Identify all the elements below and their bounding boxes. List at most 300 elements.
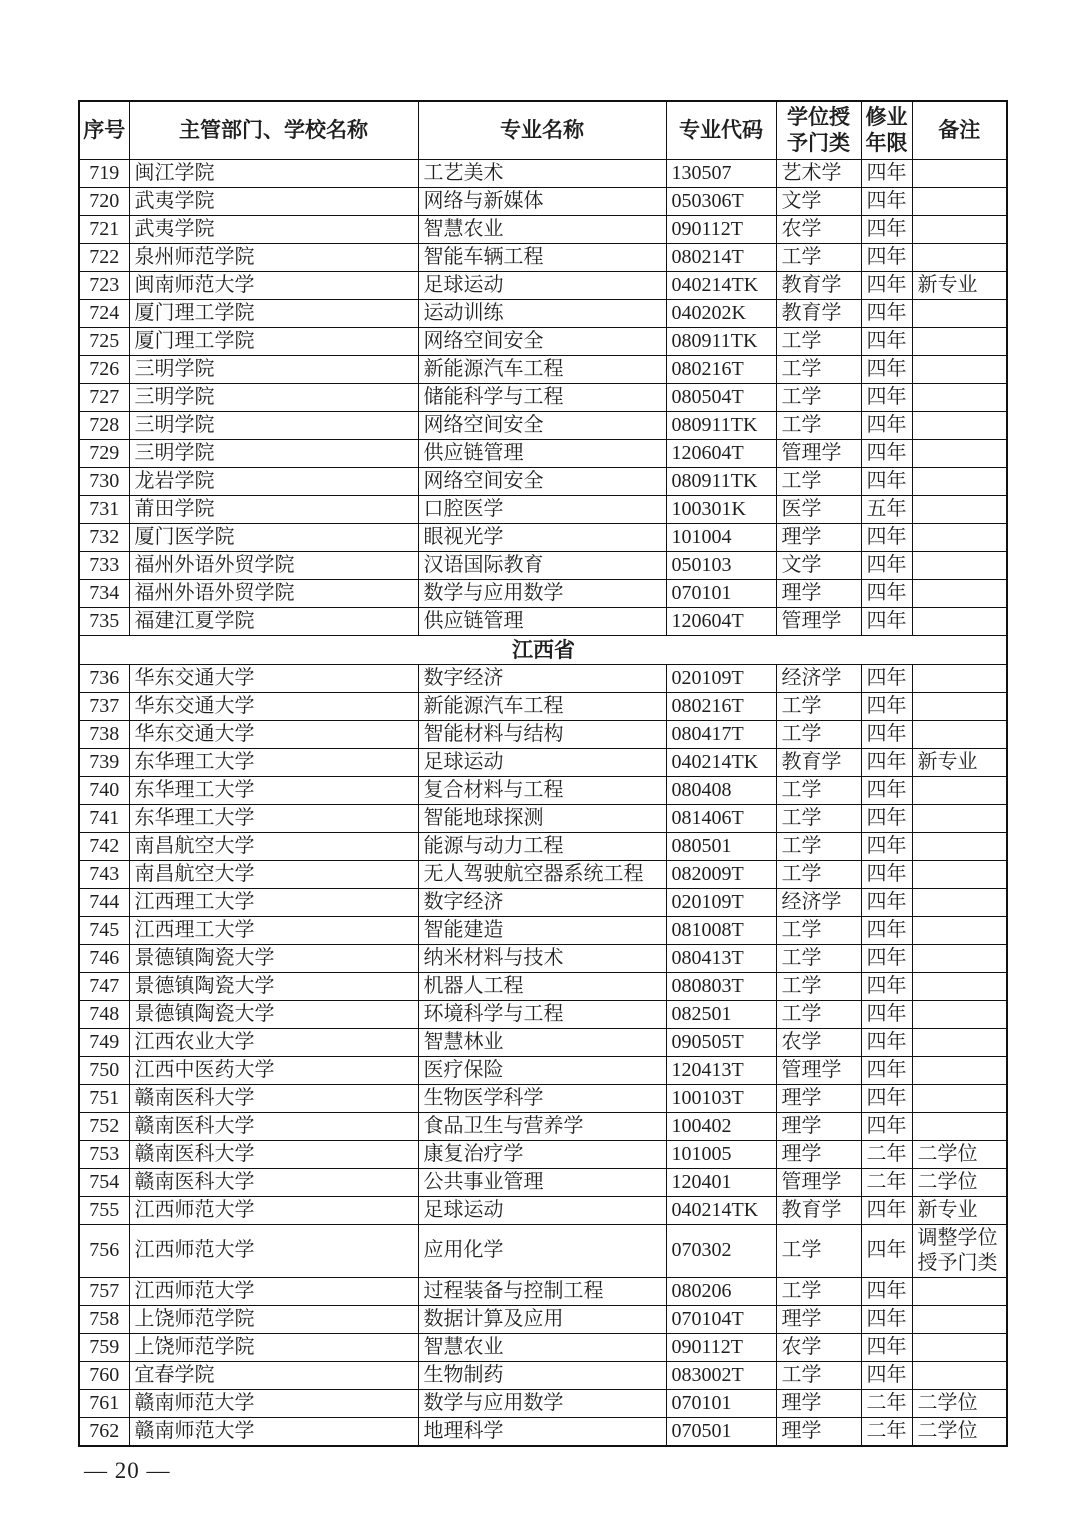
major-code: 090112T <box>666 215 776 243</box>
table-row <box>79 888 1007 916</box>
school-name: 三明学院 <box>129 411 418 439</box>
study-years: 四年 <box>861 411 912 439</box>
degree-category: 管理学 <box>776 1056 861 1084</box>
row-number: 754 <box>79 1168 129 1196</box>
major-name: 能源与动力工程 <box>418 832 666 860</box>
major-code: 050306T <box>666 187 776 215</box>
remark <box>912 495 1007 523</box>
degree-category: 工学 <box>776 860 861 888</box>
remark: 二学位 <box>912 1168 1007 1196</box>
major-name: 过程装备与控制工程 <box>418 1277 666 1305</box>
study-years: 四年 <box>861 1224 912 1277</box>
major-code: 020109T <box>666 664 776 692</box>
table-row <box>79 1084 1007 1112</box>
major-code: 130507 <box>666 159 776 187</box>
remark <box>912 355 1007 383</box>
study-years: 四年 <box>861 804 912 832</box>
school-name: 东华理工大学 <box>129 776 418 804</box>
table-row <box>79 1056 1007 1084</box>
major-name: 智慧农业 <box>418 1333 666 1361</box>
remark <box>912 1361 1007 1389</box>
col-header-remark: 备注 <box>912 101 1007 159</box>
major-name: 口腔医学 <box>418 495 666 523</box>
table-row <box>79 411 1007 439</box>
table-row <box>79 804 1007 832</box>
major-name: 公共事业管理 <box>418 1168 666 1196</box>
major-code: 070302 <box>666 1224 776 1277</box>
school-name: 泉州师范学院 <box>129 243 418 271</box>
major-code: 080501 <box>666 832 776 860</box>
major-name: 机器人工程 <box>418 972 666 1000</box>
degree-category: 工学 <box>776 804 861 832</box>
remark: 二学位 <box>912 1140 1007 1168</box>
major-code: 100301K <box>666 495 776 523</box>
table-row <box>79 523 1007 551</box>
degree-category: 理学 <box>776 1140 861 1168</box>
major-name: 足球运动 <box>418 271 666 299</box>
row-number: 752 <box>79 1112 129 1140</box>
table-row <box>79 1168 1007 1196</box>
degree-category: 工学 <box>776 1361 861 1389</box>
table-row <box>79 1305 1007 1333</box>
col-header-years: 修业年限 <box>861 101 912 159</box>
major-code: 080504T <box>666 383 776 411</box>
remark <box>912 523 1007 551</box>
major-code: 120413T <box>666 1056 776 1084</box>
remark <box>912 692 1007 720</box>
major-name: 运动训练 <box>418 299 666 327</box>
major-code: 040214TK <box>666 1196 776 1224</box>
degree-category: 理学 <box>776 1417 861 1446</box>
major-code: 081406T <box>666 804 776 832</box>
study-years: 四年 <box>861 383 912 411</box>
row-number: 758 <box>79 1305 129 1333</box>
study-years: 四年 <box>861 299 912 327</box>
degree-category: 工学 <box>776 467 861 495</box>
table-row <box>79 1000 1007 1028</box>
table-row <box>79 1333 1007 1361</box>
school-name: 赣南医科大学 <box>129 1112 418 1140</box>
degree-category: 工学 <box>776 972 861 1000</box>
degree-category: 工学 <box>776 1224 861 1277</box>
remark <box>912 1084 1007 1112</box>
study-years: 四年 <box>861 607 912 635</box>
row-number: 753 <box>79 1140 129 1168</box>
major-code: 040214TK <box>666 748 776 776</box>
col-header-code: 专业代码 <box>666 101 776 159</box>
major-name: 数学与应用数学 <box>418 579 666 607</box>
row-number: 757 <box>79 1277 129 1305</box>
degree-category: 工学 <box>776 692 861 720</box>
major-code: 120401 <box>666 1168 776 1196</box>
remark: 二学位 <box>912 1417 1007 1446</box>
major-name: 数学与应用数学 <box>418 1389 666 1417</box>
school-name: 江西农业大学 <box>129 1028 418 1056</box>
school-name: 东华理工大学 <box>129 748 418 776</box>
degree-category: 经济学 <box>776 664 861 692</box>
col-header-school: 主管部门、学校名称 <box>129 101 418 159</box>
table-row <box>79 1196 1007 1224</box>
school-name: 武夷学院 <box>129 187 418 215</box>
remark <box>912 1056 1007 1084</box>
school-name: 江西师范大学 <box>129 1277 418 1305</box>
degree-category: 理学 <box>776 579 861 607</box>
study-years: 四年 <box>861 1333 912 1361</box>
study-years: 四年 <box>861 1305 912 1333</box>
major-name: 地理科学 <box>418 1417 666 1446</box>
major-name: 网络空间安全 <box>418 411 666 439</box>
row-number: 739 <box>79 748 129 776</box>
degree-category: 教育学 <box>776 748 861 776</box>
major-name: 食品卫生与营养学 <box>418 1112 666 1140</box>
major-name: 应用化学 <box>418 1224 666 1277</box>
table-row <box>79 692 1007 720</box>
major-name: 数字经济 <box>418 664 666 692</box>
study-years: 四年 <box>861 916 912 944</box>
row-number: 737 <box>79 692 129 720</box>
school-name: 景德镇陶瓷大学 <box>129 972 418 1000</box>
row-number: 733 <box>79 551 129 579</box>
major-code: 120604T <box>666 439 776 467</box>
row-number: 735 <box>79 607 129 635</box>
row-number: 750 <box>79 1056 129 1084</box>
table-row <box>79 832 1007 860</box>
major-code: 090505T <box>666 1028 776 1056</box>
major-code: 083002T <box>666 1361 776 1389</box>
school-name: 三明学院 <box>129 383 418 411</box>
remark <box>912 1000 1007 1028</box>
major-code: 040214TK <box>666 271 776 299</box>
col-header-number: 序号 <box>79 101 129 159</box>
major-code: 080911TK <box>666 327 776 355</box>
remark <box>912 439 1007 467</box>
row-number: 730 <box>79 467 129 495</box>
major-name: 供应链管理 <box>418 439 666 467</box>
row-number: 745 <box>79 916 129 944</box>
degree-category: 理学 <box>776 1112 861 1140</box>
table-row <box>79 187 1007 215</box>
table-row <box>79 1361 1007 1389</box>
major-code: 100103T <box>666 1084 776 1112</box>
major-name: 新能源汽车工程 <box>418 692 666 720</box>
study-years: 二年 <box>861 1168 912 1196</box>
table-row <box>79 1277 1007 1305</box>
major-code: 080417T <box>666 720 776 748</box>
row-number: 746 <box>79 944 129 972</box>
major-code: 090112T <box>666 1333 776 1361</box>
degree-category: 农学 <box>776 1333 861 1361</box>
degree-category: 工学 <box>776 916 861 944</box>
school-name: 莆田学院 <box>129 495 418 523</box>
school-name: 赣南师范大学 <box>129 1417 418 1446</box>
remark <box>912 327 1007 355</box>
major-name: 工艺美术 <box>418 159 666 187</box>
study-years: 四年 <box>861 860 912 888</box>
remark <box>912 383 1007 411</box>
remark <box>912 1112 1007 1140</box>
major-name: 复合材料与工程 <box>418 776 666 804</box>
school-name: 福州外语外贸学院 <box>129 551 418 579</box>
school-name: 华东交通大学 <box>129 664 418 692</box>
major-name: 网络与新媒体 <box>418 187 666 215</box>
remark <box>912 299 1007 327</box>
major-code: 080911TK <box>666 411 776 439</box>
major-name: 网络空间安全 <box>418 327 666 355</box>
remark <box>912 944 1007 972</box>
major-code: 080413T <box>666 944 776 972</box>
study-years: 五年 <box>861 495 912 523</box>
major-name: 无人驾驶航空器系统工程 <box>418 860 666 888</box>
table-row <box>79 607 1007 635</box>
degree-category: 工学 <box>776 1277 861 1305</box>
province-section-row <box>79 635 1007 664</box>
study-years: 四年 <box>861 551 912 579</box>
table-row <box>79 1389 1007 1417</box>
remark <box>912 467 1007 495</box>
degree-category: 工学 <box>776 720 861 748</box>
school-name: 宜春学院 <box>129 1361 418 1389</box>
study-years: 四年 <box>861 523 912 551</box>
remark <box>912 1028 1007 1056</box>
major-name: 纳米材料与技术 <box>418 944 666 972</box>
degree-category: 文学 <box>776 187 861 215</box>
school-name: 赣南医科大学 <box>129 1168 418 1196</box>
row-number: 759 <box>79 1333 129 1361</box>
table-row <box>79 467 1007 495</box>
page-number: — 20 — <box>84 1458 171 1483</box>
study-years: 四年 <box>861 187 912 215</box>
degree-category: 管理学 <box>776 1168 861 1196</box>
row-number: 728 <box>79 411 129 439</box>
table-row <box>79 243 1007 271</box>
degree-category: 文学 <box>776 551 861 579</box>
col-header-degree: 学位授予门类 <box>776 101 861 159</box>
table-row <box>79 916 1007 944</box>
degree-category: 工学 <box>776 243 861 271</box>
major-name: 汉语国际教育 <box>418 551 666 579</box>
remark <box>912 1333 1007 1361</box>
school-name: 闽江学院 <box>129 159 418 187</box>
major-code: 020109T <box>666 888 776 916</box>
study-years: 四年 <box>861 579 912 607</box>
study-years: 四年 <box>861 1361 912 1389</box>
degree-category: 管理学 <box>776 439 861 467</box>
study-years: 四年 <box>861 355 912 383</box>
table-row <box>79 664 1007 692</box>
table-row <box>79 1028 1007 1056</box>
major-name: 储能科学与工程 <box>418 383 666 411</box>
row-number: 734 <box>79 579 129 607</box>
remark <box>912 607 1007 635</box>
table-row <box>79 299 1007 327</box>
degree-category: 工学 <box>776 1000 861 1028</box>
table-head <box>79 101 1007 159</box>
school-name: 江西师范大学 <box>129 1224 418 1277</box>
study-years: 四年 <box>861 327 912 355</box>
table-row <box>79 720 1007 748</box>
school-name: 南昌航空大学 <box>129 832 418 860</box>
major-code: 101004 <box>666 523 776 551</box>
degree-category: 教育学 <box>776 299 861 327</box>
degree-category: 工学 <box>776 832 861 860</box>
major-code: 080216T <box>666 692 776 720</box>
major-code: 082009T <box>666 860 776 888</box>
row-number: 762 <box>79 1417 129 1446</box>
remark: 调整学位授予门类 <box>912 1224 1007 1277</box>
school-name: 上饶师范学院 <box>129 1305 418 1333</box>
study-years: 四年 <box>861 776 912 804</box>
major-name: 智能材料与结构 <box>418 720 666 748</box>
remark: 二学位 <box>912 1389 1007 1417</box>
degree-category: 教育学 <box>776 271 861 299</box>
major-name: 网络空间安全 <box>418 467 666 495</box>
remark <box>912 916 1007 944</box>
row-number: 722 <box>79 243 129 271</box>
school-name: 福建江夏学院 <box>129 607 418 635</box>
row-number: 725 <box>79 327 129 355</box>
row-number: 723 <box>79 271 129 299</box>
school-name: 龙岩学院 <box>129 467 418 495</box>
study-years: 四年 <box>861 692 912 720</box>
remark <box>912 888 1007 916</box>
row-number: 741 <box>79 804 129 832</box>
school-name: 景德镇陶瓷大学 <box>129 944 418 972</box>
row-number: 755 <box>79 1196 129 1224</box>
degree-category: 工学 <box>776 944 861 972</box>
table-row <box>79 159 1007 187</box>
remark <box>912 411 1007 439</box>
table-row <box>79 1417 1007 1446</box>
major-code: 082501 <box>666 1000 776 1028</box>
major-code: 080408 <box>666 776 776 804</box>
degree-category: 工学 <box>776 776 861 804</box>
table-row <box>79 972 1007 1000</box>
major-code: 100402 <box>666 1112 776 1140</box>
degree-category: 管理学 <box>776 607 861 635</box>
school-name: 厦门理工学院 <box>129 299 418 327</box>
row-number: 740 <box>79 776 129 804</box>
remark <box>912 579 1007 607</box>
table-row <box>79 439 1007 467</box>
school-name: 江西中医药大学 <box>129 1056 418 1084</box>
major-code: 080911TK <box>666 467 776 495</box>
remark <box>912 720 1007 748</box>
school-name: 华东交通大学 <box>129 692 418 720</box>
study-years: 四年 <box>861 439 912 467</box>
school-name: 江西理工大学 <box>129 888 418 916</box>
study-years: 四年 <box>861 888 912 916</box>
approved-majors-table <box>78 100 1008 1447</box>
major-code: 080206 <box>666 1277 776 1305</box>
table-row <box>79 944 1007 972</box>
major-code: 080214T <box>666 243 776 271</box>
study-years: 四年 <box>861 748 912 776</box>
degree-category: 工学 <box>776 355 861 383</box>
study-years: 四年 <box>861 271 912 299</box>
major-name: 数字经济 <box>418 888 666 916</box>
remark: 新专业 <box>912 1196 1007 1224</box>
study-years: 二年 <box>861 1140 912 1168</box>
study-years: 四年 <box>861 832 912 860</box>
degree-category: 理学 <box>776 1084 861 1112</box>
school-name: 武夷学院 <box>129 215 418 243</box>
school-name: 厦门医学院 <box>129 523 418 551</box>
school-name: 赣南师范大学 <box>129 1389 418 1417</box>
degree-category: 经济学 <box>776 888 861 916</box>
school-name: 江西师范大学 <box>129 1196 418 1224</box>
school-name: 江西理工大学 <box>129 916 418 944</box>
row-number: 756 <box>79 1224 129 1277</box>
study-years: 四年 <box>861 1277 912 1305</box>
row-number: 721 <box>79 215 129 243</box>
row-number: 731 <box>79 495 129 523</box>
school-name: 福州外语外贸学院 <box>129 579 418 607</box>
remark <box>912 832 1007 860</box>
row-number: 726 <box>79 355 129 383</box>
study-years: 四年 <box>861 1028 912 1056</box>
major-code: 080803T <box>666 972 776 1000</box>
table-row <box>79 215 1007 243</box>
school-name: 三明学院 <box>129 355 418 383</box>
major-name: 新能源汽车工程 <box>418 355 666 383</box>
study-years: 二年 <box>861 1417 912 1446</box>
study-years: 四年 <box>861 1196 912 1224</box>
degree-category: 理学 <box>776 523 861 551</box>
remark <box>912 551 1007 579</box>
row-number: 729 <box>79 439 129 467</box>
degree-category: 艺术学 <box>776 159 861 187</box>
table-row <box>79 1112 1007 1140</box>
table-row <box>79 495 1007 523</box>
remark <box>912 243 1007 271</box>
study-years: 四年 <box>861 467 912 495</box>
row-number: 761 <box>79 1389 129 1417</box>
majors-table-container <box>78 100 1006 1447</box>
table-row <box>79 748 1007 776</box>
row-number: 720 <box>79 187 129 215</box>
remark <box>912 1305 1007 1333</box>
study-years: 四年 <box>861 1084 912 1112</box>
remark <box>912 1277 1007 1305</box>
degree-category: 农学 <box>776 215 861 243</box>
row-number: 751 <box>79 1084 129 1112</box>
row-number: 732 <box>79 523 129 551</box>
study-years: 四年 <box>861 1112 912 1140</box>
table-row <box>79 1140 1007 1168</box>
degree-category: 教育学 <box>776 1196 861 1224</box>
school-name: 东华理工大学 <box>129 804 418 832</box>
remark <box>912 776 1007 804</box>
study-years: 四年 <box>861 944 912 972</box>
table-header-row <box>79 101 1007 159</box>
table-row <box>79 776 1007 804</box>
row-number: 738 <box>79 720 129 748</box>
study-years: 四年 <box>861 972 912 1000</box>
major-name: 智能地球探测 <box>418 804 666 832</box>
row-number: 724 <box>79 299 129 327</box>
school-name: 赣南医科大学 <box>129 1140 418 1168</box>
table-row <box>79 327 1007 355</box>
major-name: 生物制药 <box>418 1361 666 1389</box>
remark <box>912 804 1007 832</box>
remark <box>912 215 1007 243</box>
study-years: 四年 <box>861 1000 912 1028</box>
major-code: 070104T <box>666 1305 776 1333</box>
major-name: 供应链管理 <box>418 607 666 635</box>
major-name: 生物医学科学 <box>418 1084 666 1112</box>
row-number: 743 <box>79 860 129 888</box>
row-number: 744 <box>79 888 129 916</box>
